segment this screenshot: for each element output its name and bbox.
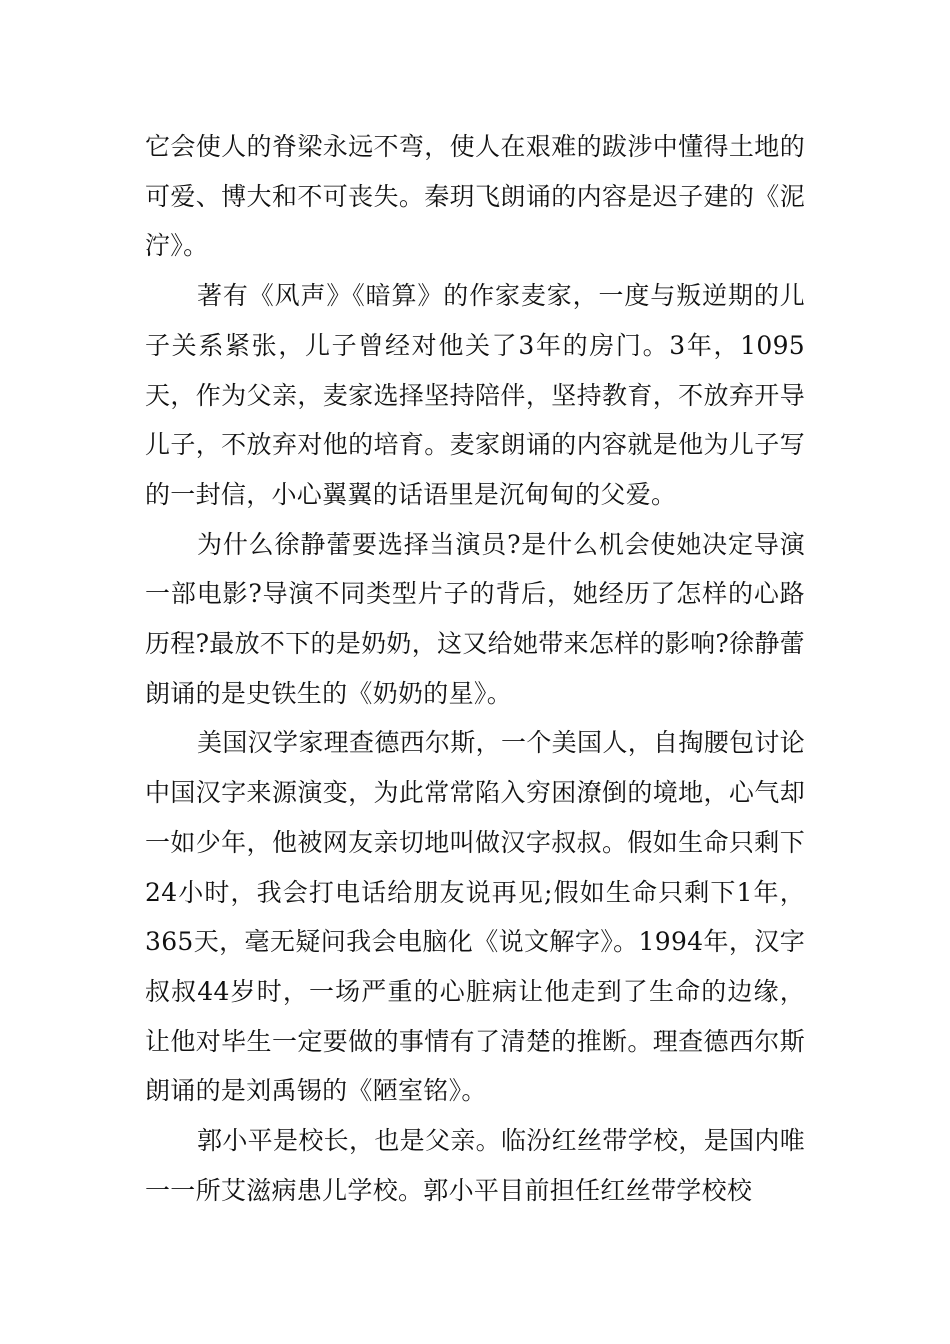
document-body xyxy=(145,122,805,1215)
paragraph-guoxiaoping: 郭小平是校长，也是父亲。临汾红丝带学校，是国内唯一一所艾滋病患儿学校。郭小平目前担任红丝带学校校 xyxy=(145,1126,805,1205)
paragraph-maijia: 著有《风声》《暗算》的作家麦家，一度与叛逆期的儿子关系紧张，儿子曾经对他关了3年的房门。3年，1095天，作为父亲，麦家选择坚持陪伴，坚持教育，不放弃开导儿子，不放弃对他的培育。麦家朗诵的内容就是他为儿子写的一封信，小心翼翼的话语里是沉甸甸的父爱。 xyxy=(145,281,805,509)
paragraph-xujinglei: 为什么徐静蕾要选择当演员?是什么机会使她决定导演一部电影?导演不同类型片子的背后，她经历了怎样的心路历程?最放不下的是奶奶，这又给她带来怎样的影响?徐静蕾朗诵的是史铁生的《奶奶的星》。 xyxy=(145,529,805,708)
paragraph-richard-sears: 美国汉学家理查德西尔斯，一个美国人，自掏腰包讨论中国汉字来源演变，为此常常陷入穷困潦倒的境地，心气却一如少年，他被网友亲切地叫做汉字叔叔。假如生命只剩下24小时，我会打电话给朋友说再见;假如生命只剩下1年，365天，毫无疑问我会电脑化《说文解字》。1994年，汉字叔叔44岁时，一场严重的心脏病让他走到了生命的边缘，让他对毕生一定要做的事情有了清楚的推断。理查德西尔斯朗诵的是刘禹锡的《陋室铭》。 xyxy=(145,728,805,1106)
paragraph-continuation: 它会使人的脊梁永远不弯，使人在艰难的跋涉中懂得土地的可爱、博大和不可丧失。秦玥飞朗诵的内容是迟子建的《泥泞》。 xyxy=(145,132,805,261)
